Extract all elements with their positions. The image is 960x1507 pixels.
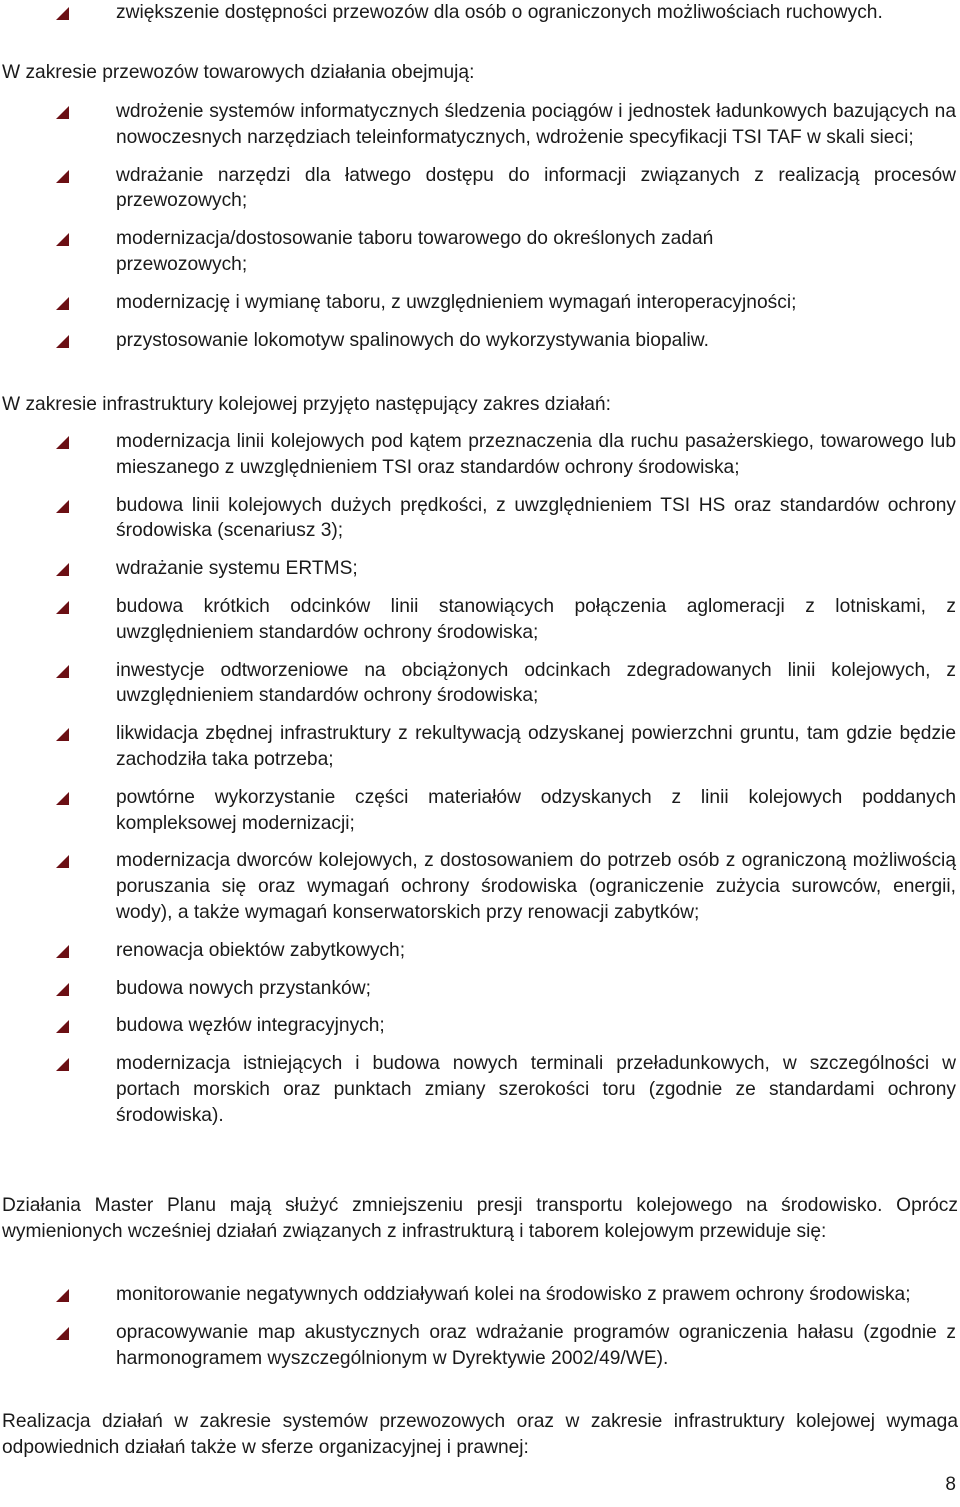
bullet-icon [56, 728, 69, 741]
list-item-text: modernizacja istniejących i budowa nowych terminali przeładunkowych, w szczególności w portach morskich oraz punktach zmiany szerokości toru (zgodnie ze standardami ochrony środowiska). [116, 1053, 956, 1126]
list-item [0, 99, 960, 151]
list-item [0, 328, 960, 354]
bullet-icon [56, 855, 69, 868]
list-item [0, 938, 960, 964]
paragraph-freight-intro: W zakresie przewozów towarowych działania obejmują: [2, 62, 475, 83]
bullet-icon [56, 500, 69, 513]
list-item-text: modernizacja linii kolejowych pod kątem przeznaczenia dla ruchu pasażerskiego, towarowego lub mieszanego z uwzględnieniem TSI oraz standardów ochrony środowiska; [116, 431, 956, 478]
paragraph-environment-intro: Działania Master Planu mają służyć zmniejszeniu presji transportu kolejowego na środowisko. Oprócz wymienionych wcześniej działań związanych z infrastrukturą i taborem kolejowym przewiduje się: [2, 1195, 958, 1242]
list-item [0, 848, 960, 925]
list-item [0, 1013, 960, 1039]
paragraph-organizational-intro: Realizacja działań w zakresie systemów przewozowych oraz w zakresie infrastruktury kolejowej wymaga odpowiednich działań także w sferze organizacyjnej i prawnej: [2, 1411, 958, 1458]
list-item-text: wdrożenie systemów informatycznych śledzenia pociągów i jednostek ładunkowych bazujących na nowoczesnych narzędziach teleinformatycznych, wdrożenie specyfikacji TSI TAF w skali sieci; [116, 101, 956, 148]
list-item-text: renowacja obiektów zabytkowych; [116, 939, 406, 961]
bullet-icon [56, 297, 69, 310]
list-item-text: modernizację i wymianę taboru, z uwzględnieniem wymagań interoperacyjności; [116, 291, 797, 313]
bullet-list-accessibility [0, 0, 960, 34]
bullet-list-environment [0, 1282, 960, 1371]
list-item-text: monitorowanie negatywnych oddziaływań kolei na środowisko z prawem ochrony środowiska; [116, 1284, 911, 1305]
list-item-text: zwiększenie dostępności przewozów dla osób o ograniczonych możliwościach ruchowych. [116, 2, 883, 23]
list-item-text: wdrażanie narzędzi dla łatwego dostępu do informacji związanych z realizacją procesów przewozowych; [116, 164, 956, 212]
list-item [0, 658, 960, 710]
bullet-icon [56, 335, 69, 348]
list-item-text: wdrażanie systemu ERTMS; [116, 558, 358, 580]
list-item-text: budowa węzłów integracyjnych; [116, 1015, 385, 1037]
bullet-icon [56, 1020, 69, 1033]
bullet-icon [56, 1058, 69, 1071]
list-item-text: budowa nowych przystanków; [116, 977, 371, 999]
bullet-icon [56, 1327, 69, 1340]
bullet-icon [56, 106, 69, 119]
list-item-text: opracowywanie map akustycznych oraz wdrażanie programów ograniczenia hałasu (zgodnie z harmonogramem wyszczególnionym w Dyrektywie 2002/49/WE). [116, 1321, 956, 1369]
bullet-icon [56, 563, 69, 576]
list-item-text: budowa krótkich odcinków linii stanowiących połączenia aglomeracji z lotniskami, z uwzględnieniem standardów ochrony środowiska; [116, 595, 956, 643]
list-item-text: przystosowanie lokomotyw spalinowych do wykorzystywania biopaliw. [116, 329, 709, 351]
list-item [0, 493, 960, 545]
bullet-list-infrastructure [0, 429, 960, 1129]
list-item [0, 1320, 960, 1372]
list-item-text: likwidacja zbędnej infrastruktury z rekultywacją odzyskanej powierzchni gruntu, tam gdzie będzie zachodziła taka potrzeba; [116, 723, 956, 770]
bullet-icon [56, 601, 69, 614]
list-item [0, 785, 960, 837]
bullet-icon [56, 945, 69, 958]
list-item [0, 290, 960, 316]
bullet-icon [56, 1289, 69, 1302]
list-item [0, 721, 960, 773]
list-item-text: powtórne wykorzystanie części materiałów odzyskanych z linii kolejowych poddanych kompleksowej modernizacji; [116, 786, 956, 834]
list-item [0, 556, 960, 582]
list-item-text: modernizacja dworców kolejowych, z dostosowaniem do potrzeb osób z ograniczoną możliwością poruszania się oraz wymagań ochrony środowiska (ograniczenie zużycia surowców, energii, wody), a także wymagań konserwatorskich przy renowacji zabytków; [116, 850, 956, 923]
list-item-text: inwestycje odtworzeniowe na obciążonych odcinkach zdegradowanych linii kolejowych, z uwzględnieniem standardów ochrony środowiska; [116, 659, 956, 707]
list-item-text: budowa linii kolejowych dużych prędkości, z uwzględnieniem TSI HS oraz standardów ochrony środowiska (scenariusz 3); [116, 494, 956, 542]
list-item [0, 163, 960, 215]
bullet-icon [56, 983, 69, 996]
list-item [0, 1051, 960, 1128]
bullet-icon [56, 233, 69, 246]
list-item [0, 0, 960, 26]
list-item [0, 976, 960, 1002]
list-item [0, 429, 960, 481]
bullet-icon [56, 170, 69, 183]
list-item [0, 226, 960, 278]
list-item [0, 1282, 960, 1308]
bullet-icon [56, 436, 69, 449]
bullet-icon [56, 792, 69, 805]
bullet-icon [56, 665, 69, 678]
page-number: 8 [945, 1474, 956, 1495]
paragraph-infrastructure-intro: W zakresie infrastruktury kolejowej przyjęto następujący zakres działań: [2, 394, 611, 415]
list-item-text: modernizacja/dostosowanie taboru towarowego do określonych zadań przewozowych; [116, 228, 714, 275]
list-item [0, 594, 960, 646]
bullet-list-freight [0, 99, 960, 353]
bullet-icon [56, 7, 69, 20]
